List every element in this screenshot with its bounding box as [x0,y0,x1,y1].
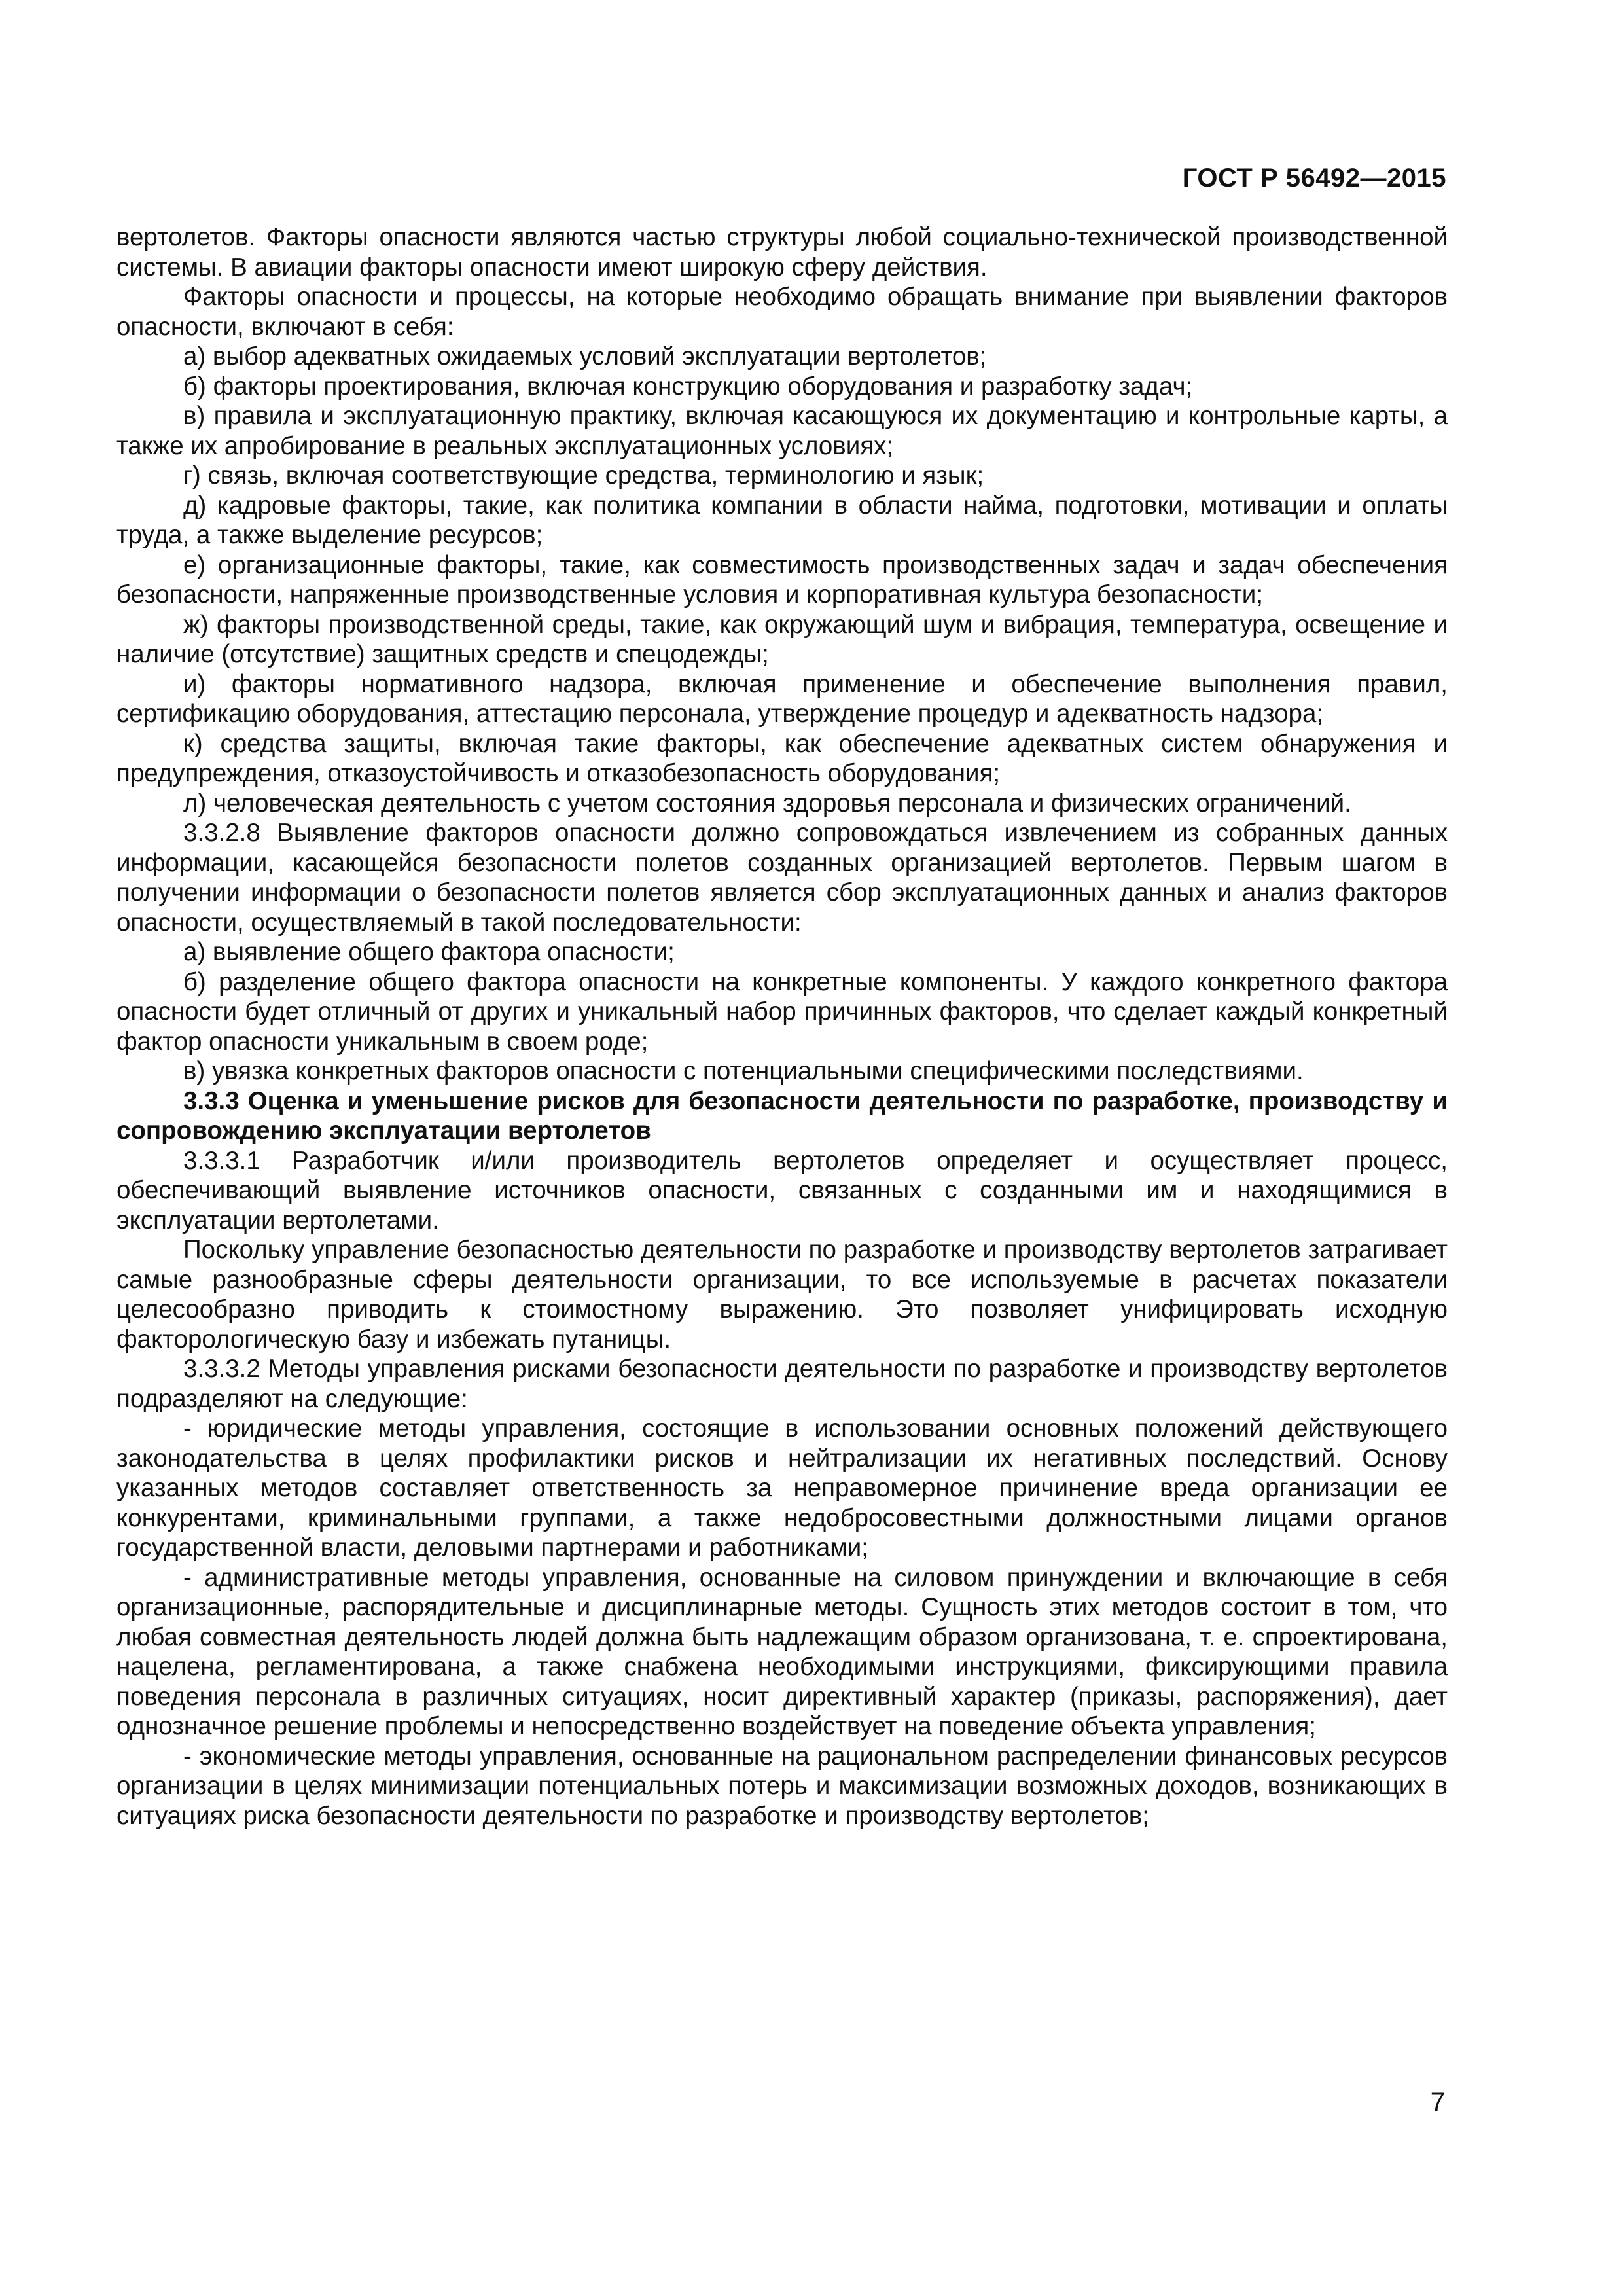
list-item: г) связь, включая соответствующие средства, терминологию и язык; [183,461,984,490]
list-item: б) разделение общего фактора опасности на конкретные компоненты. У каждого конкретного фактора опасности будет отличный от других и уникальный набор причинных факторов, что сделает каждый конкретный фактор опасности уникальным в своем роде; [116,967,1448,1056]
list-item: а) выбор адекватных ожидаемых условий эксплуатации вертолетов; [183,342,987,370]
list-item: е) организационные факторы, такие, как совместимость производственных задач и задач обеспечения безопасности, напряженные производственные условия и корпоративная культура безопасности; [116,550,1448,609]
list-item: ж) факторы производственной среды, такие, как окружающий шум и вибрация, температура, освещение и наличие (отсутствие) защитных средств и спецодежды; [116,610,1448,668]
paragraph: вертолетов. Факторы опасности являются частью структуры любой социально-технической производственной системы. В авиации факторы опасности имеют широкую сферу действия. [116,223,1448,281]
document-body [116,223,1448,1831]
paragraph: 3.3.2.8 Выявление факторов опасности должно сопровождаться извлечением из собранных данных информации, касающейся безопасности полетов созданных организацией вертолетов. Первым шагом в получении информации о безопасности полетов является сбор эксплуатационных данных и анализ факторов опасности, осуществляемый в такой последовательности: [116,819,1448,937]
list-item: л) человеческая деятельность с учетом состояния здоровья персонала и физических ограничений. [183,789,1351,817]
list-item: в) увязка конкретных факторов опасности с потенциальными специфическими последствиями. [183,1057,1304,1085]
list-item: - экономические методы управления, основанные на рациональном распределении финансовых ресурсов организации в целях минимизации потенциальных потерь и максимизации возможных доходов, возникающих в ситуациях риска безопасности деятельности по разработке и производству вертолетов; [116,1742,1448,1830]
list-item: - административные методы управления, основанные на силовом принуждении и включающие в себя организационные, распорядительные и дисциплинарные методы. Сущность этих методов состоит в том, что любая совместная деятельность людей должна быть надлежащим образом организована, т. е. спроектирована, нацелена, регламентирована, а также снабжена необходимыми инструкциями, фиксирующими правила поведения персонала в различных ситуациях, носит директивный характер (приказы, распоряжения), дает однозначное решение проблемы и непосредственно воздействует на поведение объекта управления; [116,1563,1448,1740]
list-item: б) факторы проектирования, включая конструкцию оборудования и разработку задач; [183,372,1193,401]
page-number: 7 [1430,2088,1445,2117]
list-item: в) правила и эксплуатационную практику, включая касающуюся их документацию и контрольные карты, а также их апробирование в реальных эксплуатационных условиях; [116,402,1448,460]
list-item: а) выявление общего фактора опасности; [183,938,675,966]
list-item: к) средства защиты, включая такие факторы, как обеспечение адекватных систем обнаружения и предупреждения, отказоустойчивость и отказобезопасность оборудования; [116,729,1448,787]
paragraph: 3.3.3.1 Разработчик и/или производитель вертолетов определяет и осуществляет процесс, обеспечивающий выявление источников опасности, связанных с созданными им и находящимися в эксплуатации вертолетами. [116,1146,1448,1234]
document-header: ГОСТ Р 56492—2015 [1182,164,1446,192]
section-heading: 3.3.3 Оценка и уменьшение рисков для безопасности деятельности по разработке, производству и сопровождению эксплуатации вертолетов [116,1086,1448,1145]
list-item: - юридические методы управления, состоящие в использовании основных положений действующего законодательства в целях профилактики рисков и нейтрализации их негативных последствий. Основу указанных методов составляет ответственность за неправомерное причинение вреда организации ее конкурентами, криминальными группами, а также недобросовестными должностными лицами органов государственной власти, деловыми партнерами и работниками; [116,1414,1448,1562]
paragraph: Поскольку управление безопасностью деятельности по разработке и производству вертолетов затрагивает самые разнообразные сферы деятельности организации, то все используемые в расчетах показатели целесообразно приводить к стоимостному выражению. Это позволяет унифицировать исходную факторологическую базу и избежать путаницы. [116,1236,1448,1354]
paragraph: Факторы опасности и процессы, на которые необходимо обращать внимание при выявлении факторов опасности, включают в себя: [116,283,1448,341]
list-item: и) факторы нормативного надзора, включая применение и обеспечение выполнения правил, сертификацию оборудования, аттестацию персонала, утверждение процедур и адекватность надзора; [116,670,1448,728]
list-item: д) кадровые факторы, такие, как политика компании в области найма, подготовки, мотивации и оплаты труда, а также выделение ресурсов; [116,491,1448,549]
paragraph: 3.3.3.2 Методы управления рисками безопасности деятельности по разработке и производству вертолетов подразделяют на следующие: [116,1355,1448,1413]
